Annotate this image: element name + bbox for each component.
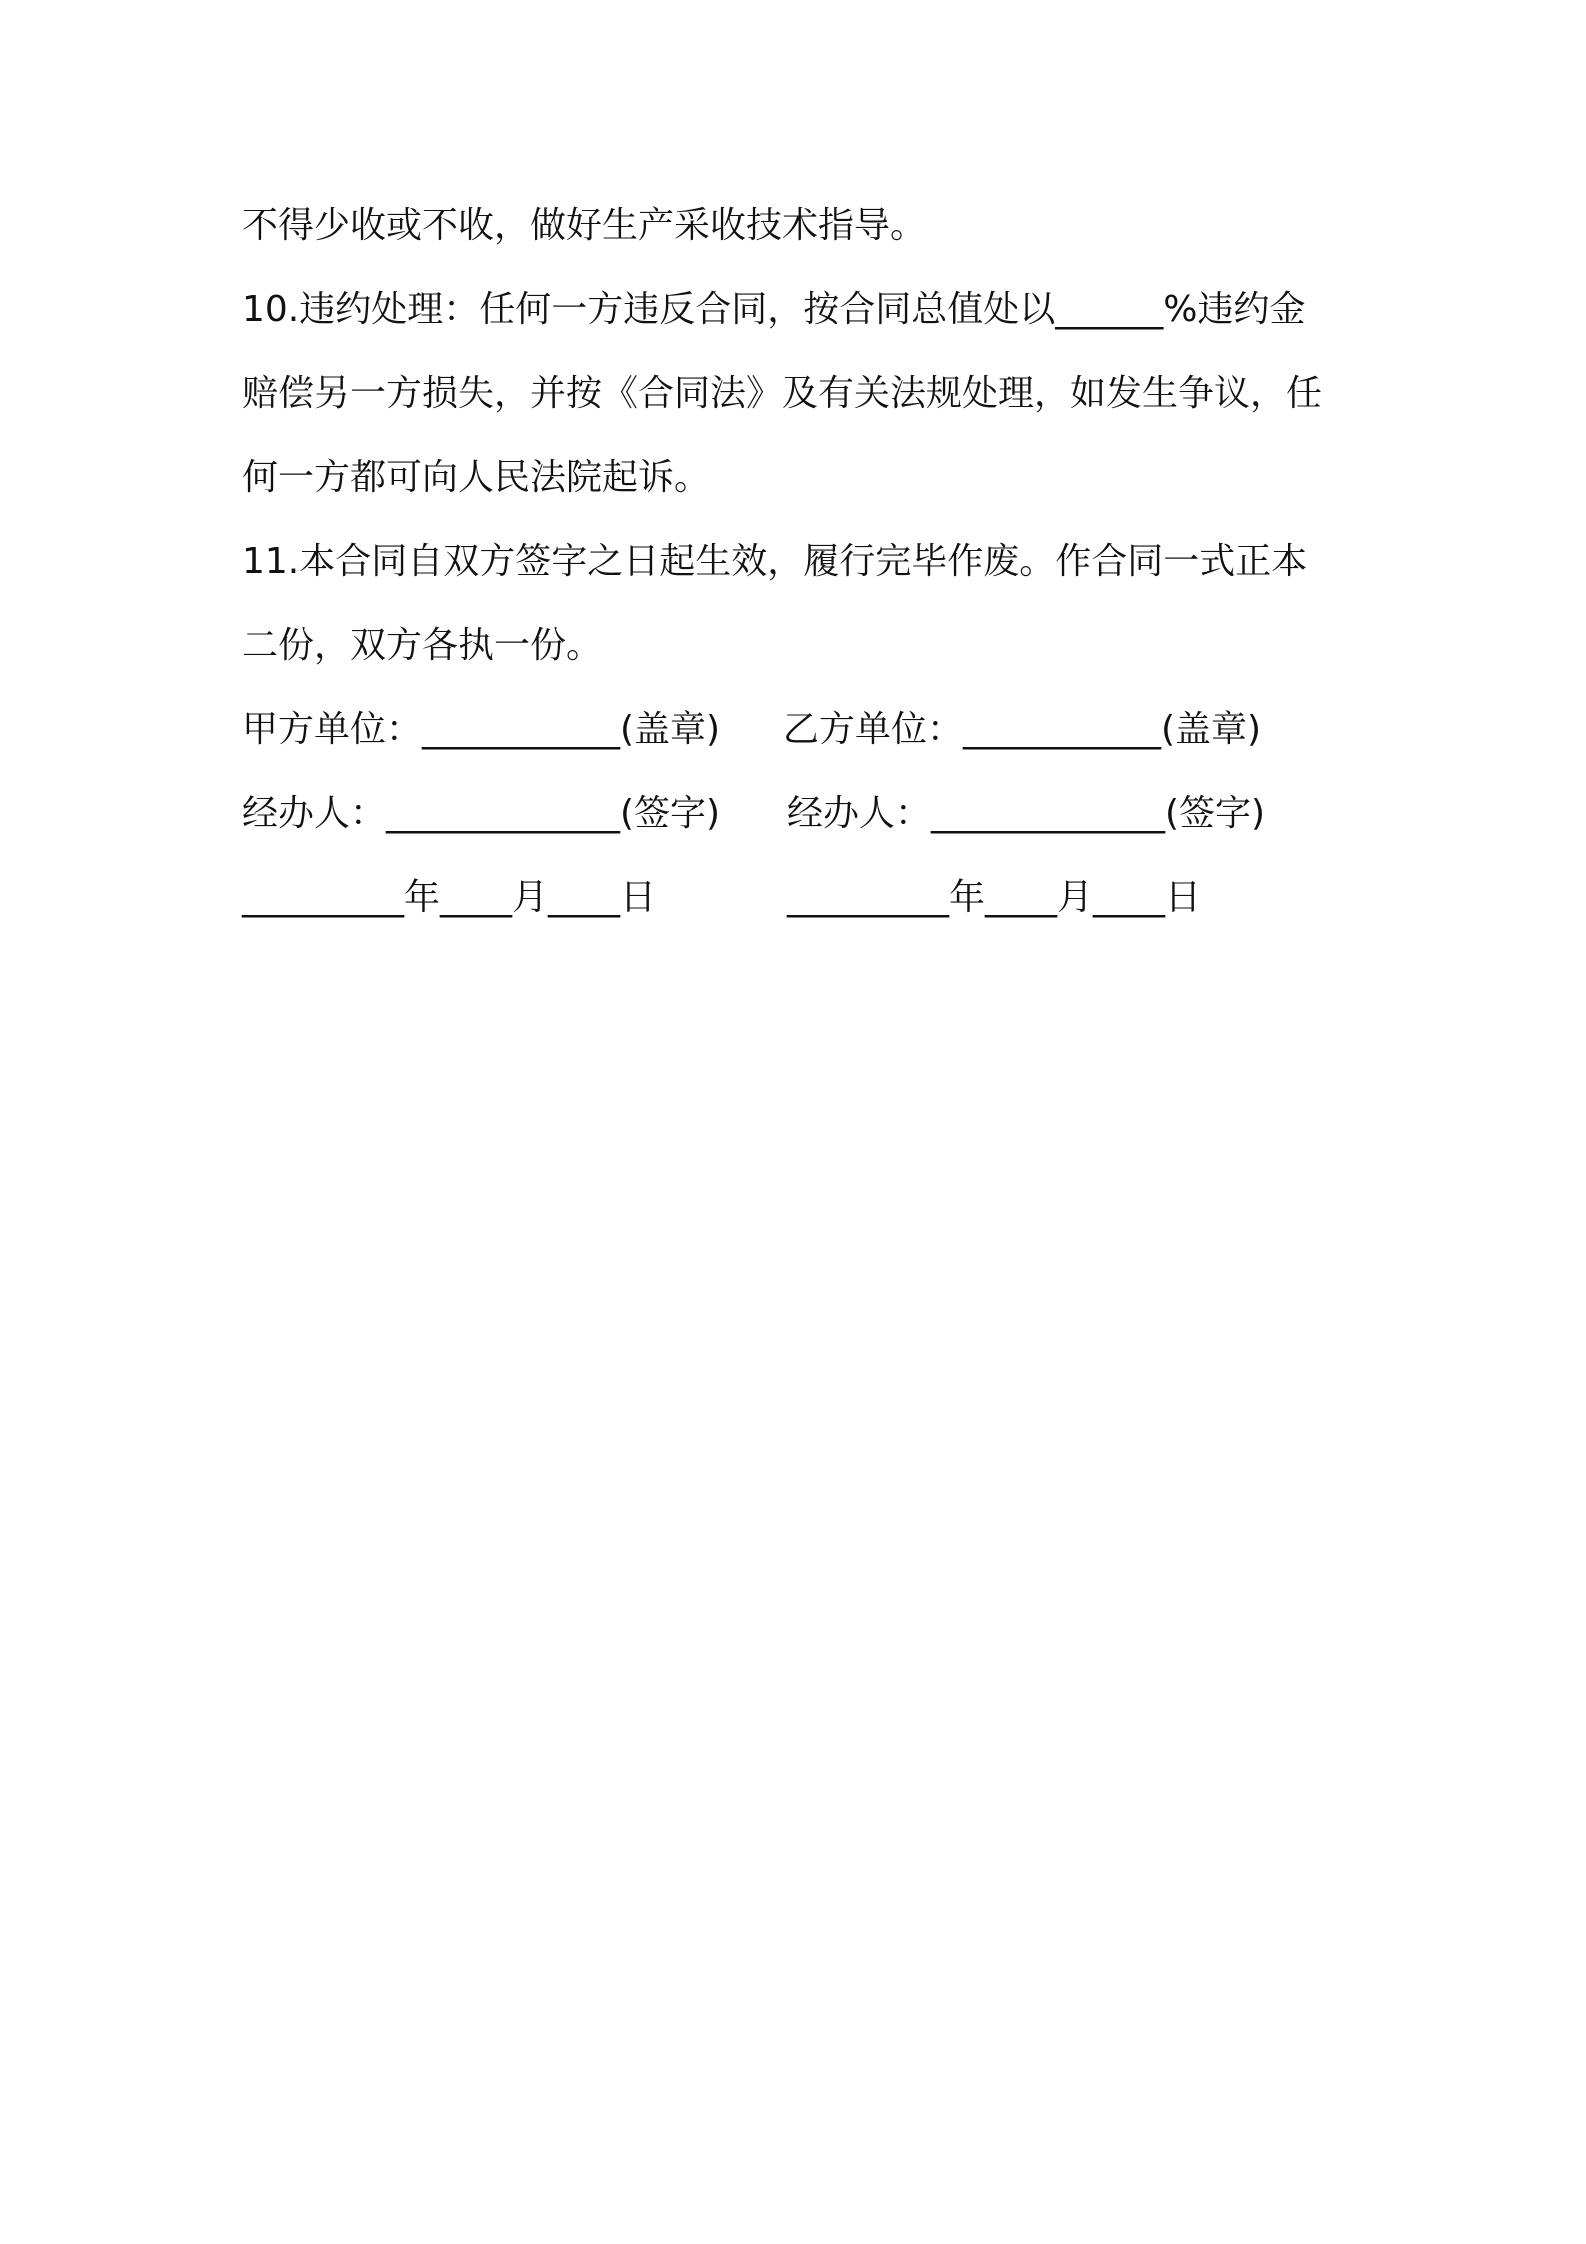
party-b-date: _________年____月____日 [787, 877, 1201, 918]
party-b-unit: 乙方单位：___________(盖章) [783, 709, 1262, 750]
breach-clause-line: 何一方都可向人民法院起诉。 [242, 457, 711, 498]
effective-clause-line: 11.本合同自双方签字之日起生效，履行完毕作废。作合同一式正本 [242, 541, 1308, 582]
breach-clause-line: 赔偿另一方损失，并按《合同法》及有关法规处理，如发生争议，任 [242, 373, 1323, 414]
signature-date-row [242, 874, 1362, 922]
party-a-date: _________年____月____日 [242, 877, 656, 918]
party-a-unit: 甲方单位：___________(盖章) [242, 709, 721, 750]
party-b-agent: 经办人：_____________(签字) [787, 793, 1266, 834]
signature-agent-row [242, 790, 1362, 838]
signature-unit-row [242, 706, 1362, 754]
breach-clause-line: 10.违约处理：任何一方违反合同，按合同总值处以______%违约金 [242, 289, 1306, 330]
paragraph-line: 不得少收或不收，做好生产采收技术指导。 [242, 205, 927, 246]
party-a-agent: 经办人：_____________(签字) [242, 793, 721, 834]
effective-clause-line: 二份，双方各执一份。 [242, 625, 603, 666]
